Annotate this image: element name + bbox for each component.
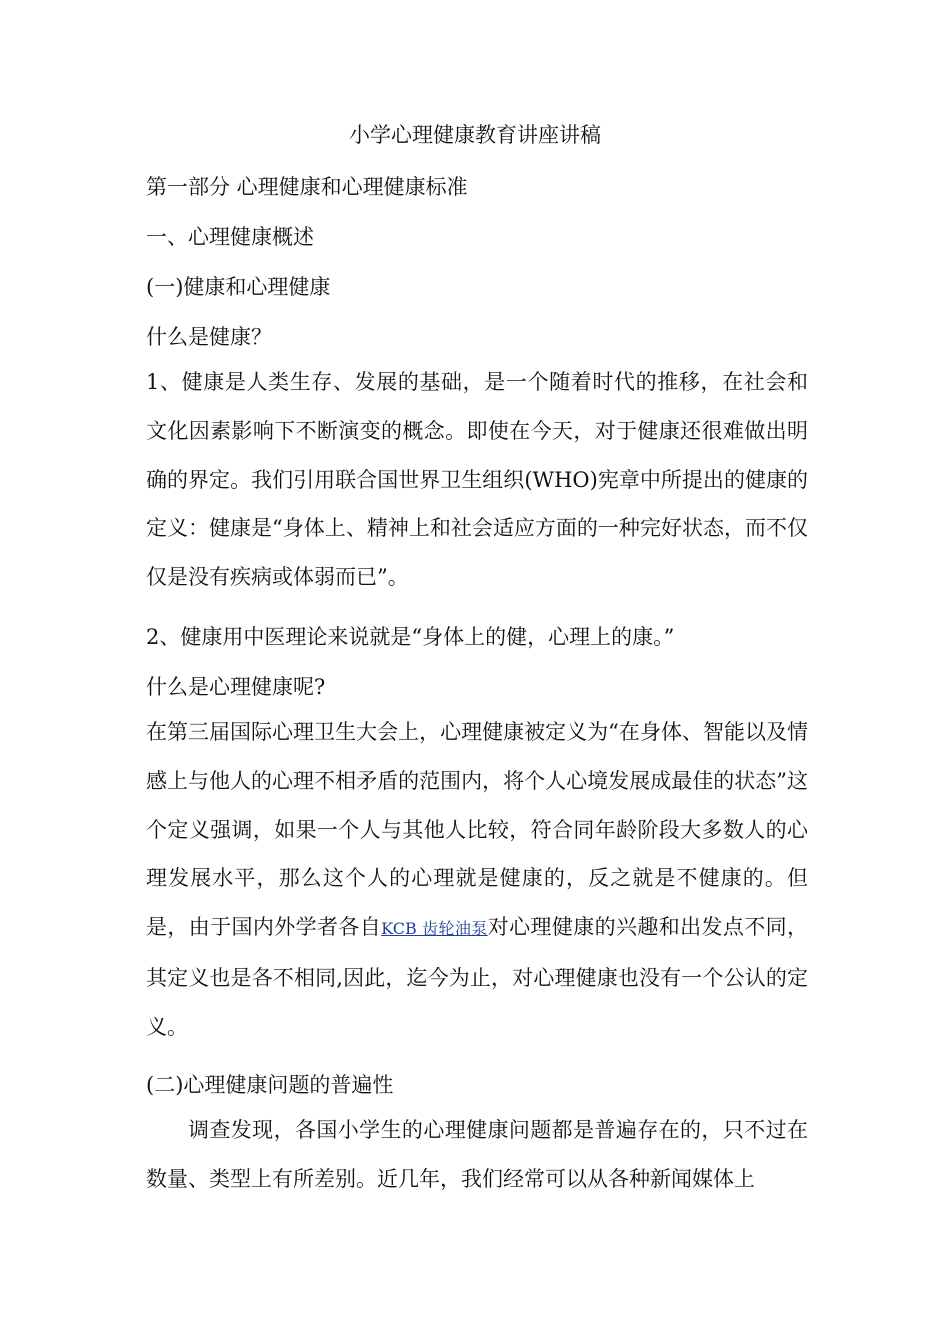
paragraph-health-definition [146,358,808,602]
question-mental-health: 什么是心理健康呢? [146,675,326,699]
subsection-heading-2: (二)心理健康问题的普遍性 [146,1073,394,1097]
document-title: 小学心理健康教育讲座讲稿 [349,123,601,147]
kcb-gear-pump-link[interactable]: KCB 齿轮油泵 [381,919,488,939]
paragraph-survey [146,1106,808,1204]
paragraph-text-start: 在第三届国际心理卫生大会上，心理健康被定义为“在身体、智能以及情感上与他人的心理不相矛盾的范围内，将个人心境发展成最佳的状态”这个定义强调，如果一个人与其他人比较，符合同年龄阶段大多数人的心理发展水平，那么这个人的心理就是健康的，反之就是不健康的。但是，由于国内外学者各自 [146,720,808,940]
question-health: 什么是健康？ [146,325,272,349]
paragraph-mental-health-definition [146,708,808,1052]
subsection-heading: (一)健康和心理健康 [146,275,331,299]
paragraph-text: 1、健康是人类生存、发展的基础，是一个随着时代的推移，在社会和文化因素影响下不断演变的概念。即使在今天，对于健康还很难做出明确的界定。我们引用联合国世界卫生组织(WHO)宪章中所提出的健康的定义：健康是“身体上、精神上和社会适应方面的一种完好状态，而不仅仅是没有疾病或体弱而已”。 [146,370,808,590]
paragraph-tcm-health: 2、健康用中医理论来说就是“身体上的健，心理上的康。” [146,625,675,649]
paragraph-text [146,708,808,1052]
paragraph-text-end: 对心理健康的兴趣和出发点不同，其定义也是各不相同,因此，迄今为止，对心理健康也没有一个公认的定义。 [146,915,808,1039]
section-heading: 一、心理健康概述 [146,225,314,249]
paragraph-text: 调查发现，各国小学生的心理健康问题都是普遍存在的，只不过在数量、类型上有所差别。近几年，我们经常可以从各种新闻媒体上 [146,1118,808,1191]
part-heading: 第一部分 心理健康和心理健康标准 [146,175,468,199]
